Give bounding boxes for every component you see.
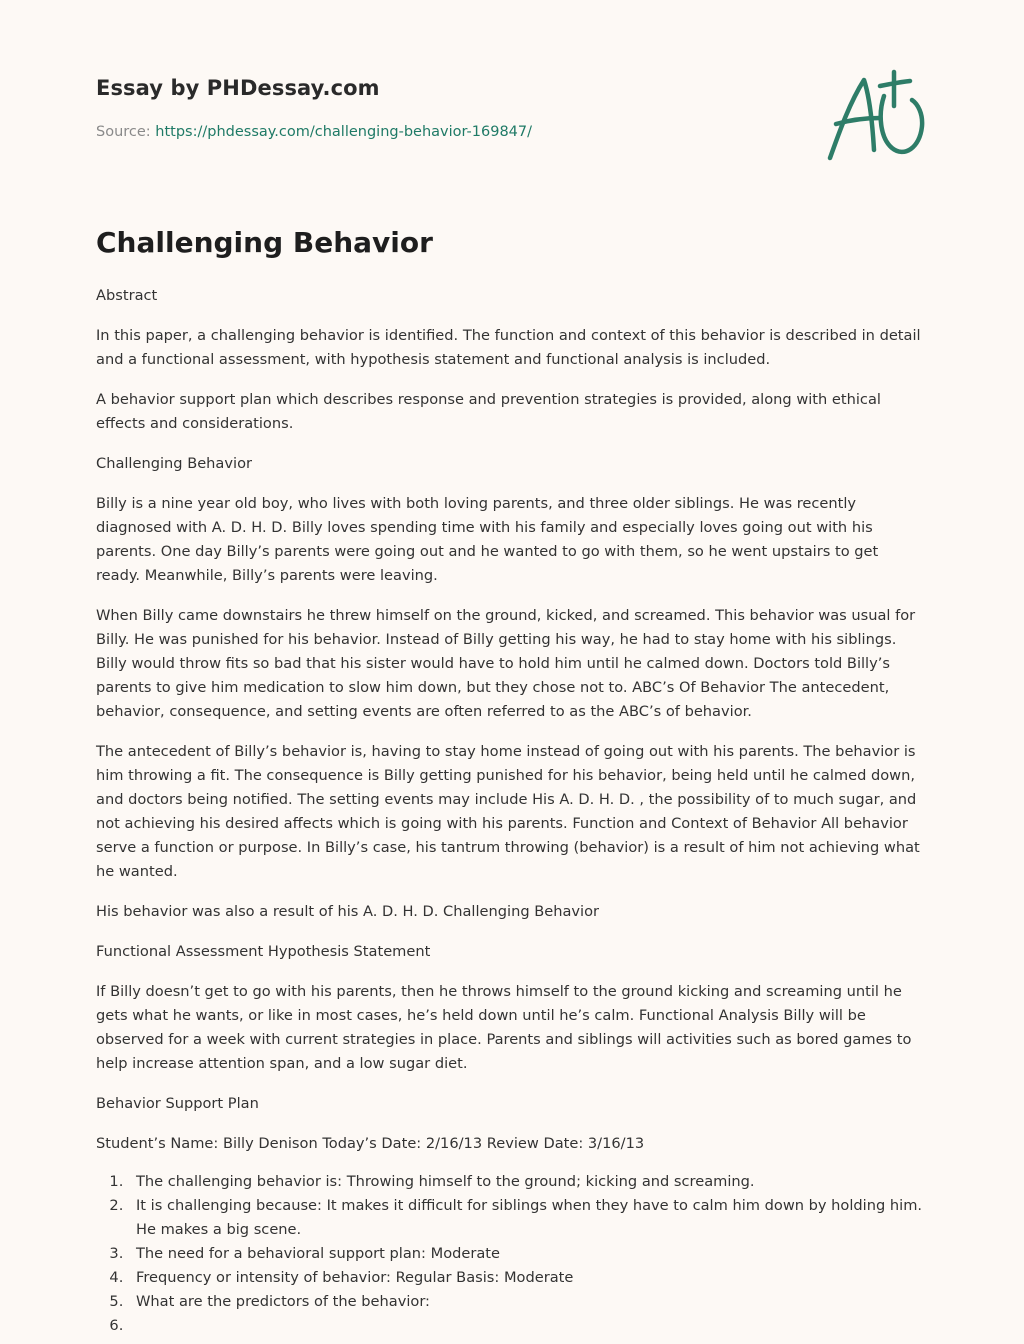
essay-paragraph: Abstract [96,287,158,304]
a-plus-logo-icon [824,66,928,166]
logo-swoosh [881,96,922,152]
support-plan-item: 5. What are the predictors of the behavior: [128,1290,926,1314]
essay-paragraph: Functional Assessment Hypothesis Statement [96,943,431,960]
support-plan-item: 2. It is challenging because: It makes it difficult for siblings when they have to calm him down by holding him. He makes a big scene. [128,1194,926,1242]
essay-paragraph: Behavior Support Plan [96,1095,259,1112]
essay-paragraph: In this paper, a challenging behavior is identified. The function and context of this behavior is described in detail and a functional assessment, with hypothesis statement and functional analysis is included. [96,327,921,368]
essay-paragraph: If Billy doesn’t get to go with his parents, then he throws himself to the ground kicking and screaming until he gets what he wants, or like in most cases, he’s held down until he’s calm. Functional Analysis Billy will be observed for a week with current strategies in place. Parents and siblings will activities such as bored games to help increase attention span, and a low sugar diet. [96,983,912,1072]
essay-title: Challenging Behavior [96,226,433,259]
source-link[interactable]: https://phdessay.com/challenging-behavior-169847/ [155,124,533,140]
essay-paragraph: When Billy came downstairs he threw himself on the ground, kicked, and screamed. This behavior was usual for Billy. He was punished for his behavior. Instead of Billy getting his way, he had to stay home with his siblings. Billy would throw fits so bad that his sister would have to hold him until he calmed down. Doctors told Billy’s parents to give him medication to slow him down, but they chose not to. ABC’s Of Behavior The antecedent, behavior, consequence, and setting events are often referred to as the ABC’s of behavior. [96,607,916,720]
essay-paragraph: Challenging Behavior [96,455,252,472]
essay-body [96,284,926,1338]
support-plan-list [96,1170,926,1338]
essay-paragraph: Student’s Name: Billy Denison Today’s Date: 2/16/13 Review Date: 3/16/13 [96,1135,645,1152]
essay-paragraph: His behavior was also a result of his A. D. H. D. Challenging Behavior [96,903,600,920]
support-plan-item: 4. Frequency or intensity of behavior: Regular Basis: Moderate [128,1266,926,1290]
support-plan-item: 1. The challenging behavior is: Throwing himself to the ground; kicking and screaming. [128,1170,926,1194]
source-line [96,124,532,140]
essay-paragraph: The antecedent of Billy’s behavior is, having to stay home instead of going out with his parents. The behavior is him throwing a fit. The consequence is Billy getting punished for his behavior, being held until he calmed down, and doctors being notified. The setting events may include His A. D. H. D. , the possibility of to much sugar, and not achieving his desired affects which is going with his parents. Function and Context of Behavior All behavior serve a function or purpose. In Billy’s case, his tantrum throwing (behavior) is a result of him not achieving what he wanted. [96,743,920,880]
essay-paragraph: A behavior support plan which describes response and prevention strategies is provided, along with ethical effects and considerations. [96,391,881,432]
essay-paragraphs [96,284,926,1156]
logo-plus-horizontal [880,81,910,86]
support-plan-item [128,1314,926,1338]
support-plan-item: 3. The need for a behavioral support plan: Moderate [128,1242,926,1266]
essay-paragraph: Billy is a nine year old boy, who lives with both loving parents, and three older siblings. He was recently diagnosed with A. D. H. D. Billy loves spending time with his family and especially loves going out with his parents. One day Billy’s parents were going out and he wanted to go with them, so he went upstairs to get ready. Meanwhile, Billy’s parents were leaving. [96,495,879,584]
site-title: Essay by PHDessay.com [96,76,380,100]
source-label: Source: [96,124,151,140]
